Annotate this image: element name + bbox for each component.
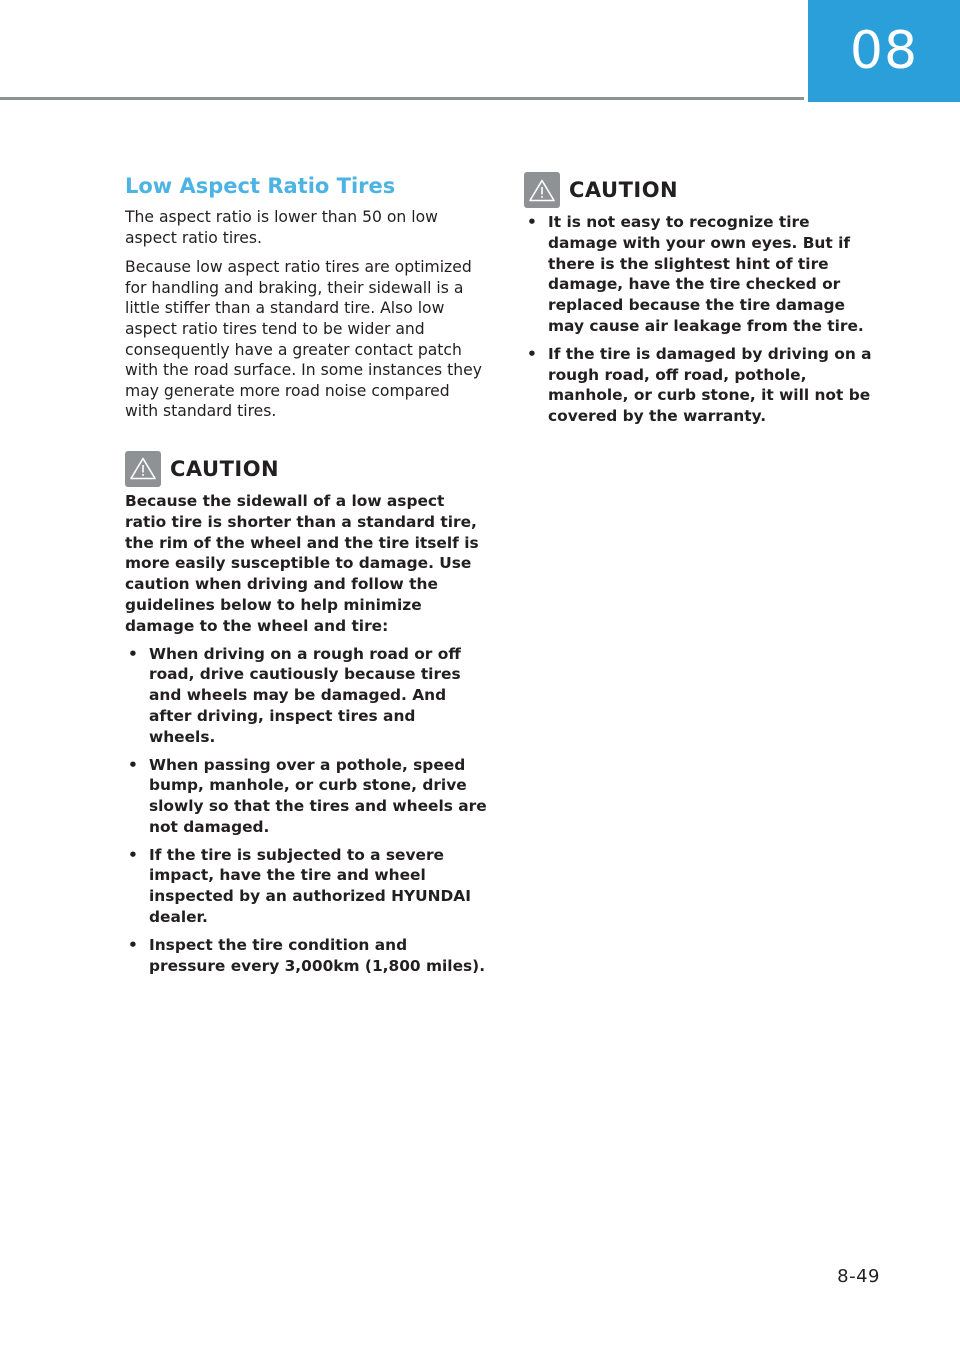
right-column xyxy=(524,172,884,434)
caution-header xyxy=(524,172,884,208)
list-item: • It is not easy to recognize tire damage with your own eyes. But if there is the slightest hint of tire damage, have the tire checked or replaced because the tire damage may cause air leakage from the tire. xyxy=(527,213,864,335)
caution-bullet-list xyxy=(125,644,487,977)
body-paragraph: Because low aspect ratio tires are optimized for handling and braking, their sidewall is a little stiffer than a standard tire. Also low aspect ratio tires tend to be wider and consequently have a greater contact patch with the road surface. In some instances they may generate more road noise compared with standard tires. xyxy=(125,258,482,421)
left-column xyxy=(125,172,487,983)
list-item: • When passing over a pothole, speed bump, manhole, or curb stone, drive slowly so that the tires and wheels are not damaged. xyxy=(128,755,487,836)
caution-label: CAUTION xyxy=(170,456,280,481)
list-item: • When driving on a rough road or off road, drive cautiously because tires and wheels may be damaged. And after driving, inspect tires and wheels. xyxy=(128,644,461,746)
header-rule xyxy=(0,97,804,100)
caution-label: CAUTION xyxy=(569,178,679,202)
list-item: • Inspect the tire condition and pressure every 3,000km (1,800 miles). xyxy=(128,935,486,975)
body-paragraph: The aspect ratio is lower than 50 on low aspect ratio tires. xyxy=(125,208,438,247)
caution-intro: Because the sidewall of a low aspect ratio tire is shorter than a standard tire, the rim of the wheel and the tire itself is more easily susceptible to damage. Use caution when driving and follow the guidelines below to help minimize damage to the wheel and tire: xyxy=(125,491,479,635)
list-item: • If the tire is damaged by driving on a rough road, off road, pothole, manhole, or curb stone, it will not be covered by the warranty. xyxy=(527,344,872,426)
caution-header xyxy=(125,451,487,487)
chapter-tab: 08 xyxy=(808,0,960,102)
section-title: Low Aspect Ratio Tires xyxy=(125,174,396,198)
warning-triangle-icon xyxy=(524,172,560,208)
list-item: • If the tire is subjected to a severe impact, have the tire and wheel inspected by an authorized HYUNDAI dealer. xyxy=(128,845,471,927)
warning-triangle-icon xyxy=(125,451,161,487)
page-number: 8-49 xyxy=(837,1266,880,1287)
caution-bullet-list xyxy=(524,212,884,427)
